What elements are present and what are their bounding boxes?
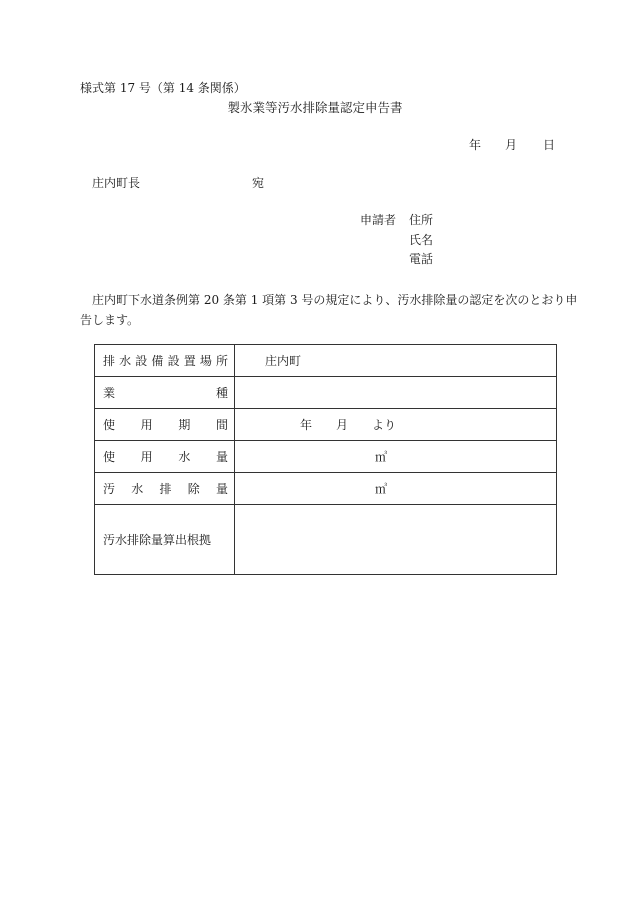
- label-char: 置: [183, 354, 196, 368]
- document-title: 製氷業等汚水排除量認定申告書: [227, 100, 403, 115]
- label-char: 場: [199, 354, 212, 368]
- date-day-label: 日: [543, 138, 556, 152]
- discharge-volume-label-cell: [95, 473, 235, 505]
- label-char: 除: [187, 482, 200, 496]
- calculation-basis-value-cell[interactable]: [235, 505, 557, 575]
- business-type-value-cell[interactable]: [235, 377, 557, 409]
- usage-period-year: 年: [300, 418, 313, 432]
- water-volume-label: [103, 448, 228, 465]
- declaration-text: 庄内町下水道条例第 20 条第 1 項第 3 号の規定により、汚水排除量の認定を次のとおり申告します。: [80, 293, 578, 327]
- form-number-label: 様式第 17 号（第 14 条関係）: [80, 81, 246, 95]
- addressee: [92, 177, 264, 189]
- applicant-label: 申請者: [360, 213, 397, 227]
- date-year-label: 年: [469, 138, 482, 152]
- discharge-volume-unit: ㎥: [375, 482, 388, 496]
- usage-period-value-cell[interactable]: [235, 409, 557, 441]
- calculation-basis-label: 汚水排除量算出根拠: [103, 533, 212, 547]
- usage-period-suffix: より: [372, 418, 397, 432]
- applicant-name-label: 氏名: [409, 233, 434, 247]
- water-volume-unit: ㎥: [375, 450, 388, 464]
- discharge-volume-value-cell[interactable]: [235, 473, 557, 505]
- label-char: 期: [178, 418, 191, 432]
- label-char: 水: [178, 450, 191, 464]
- label-char: 排: [103, 354, 116, 368]
- label-char: 使: [103, 450, 116, 464]
- date-row: [469, 139, 555, 151]
- discharge-volume-label: [103, 480, 228, 497]
- label-char: 汚: [103, 482, 116, 496]
- table-row: [95, 377, 557, 409]
- facility-location-label-cell: [95, 345, 235, 377]
- addressee-mayor: 庄内町長: [92, 176, 141, 190]
- usage-period-month: 月: [336, 418, 349, 432]
- label-char: 排: [159, 482, 172, 496]
- table-row: [95, 409, 557, 441]
- calculation-basis-label-cell: [95, 505, 235, 575]
- business-type-label-cell: [95, 377, 235, 409]
- table-row: [95, 473, 557, 505]
- label-char: 水: [131, 482, 144, 496]
- label-char: 量: [215, 482, 228, 496]
- addressee-honorific: 宛: [252, 176, 265, 190]
- label-char: 用: [140, 450, 153, 464]
- table-row: [95, 441, 557, 473]
- facility-location-value: 庄内町: [265, 354, 302, 368]
- label-char: 業: [103, 386, 116, 400]
- label-char: 所: [215, 354, 228, 368]
- usage-period-label: [103, 416, 228, 433]
- usage-period-label-cell: [95, 409, 235, 441]
- facility-location-value-cell[interactable]: [235, 345, 557, 377]
- table-row: [95, 505, 557, 575]
- label-char: 設: [135, 354, 148, 368]
- applicant-phone-label: 電話: [409, 252, 434, 266]
- water-volume-value-cell[interactable]: [235, 441, 557, 473]
- applicant-address-label: 住所: [409, 213, 434, 227]
- water-volume-label-cell: [95, 441, 235, 473]
- label-char: 使: [103, 418, 116, 432]
- label-char: 種: [215, 386, 228, 400]
- table-row: [95, 345, 557, 377]
- declaration-table: [94, 344, 557, 575]
- label-char: 用: [140, 418, 153, 432]
- label-char: 設: [167, 354, 180, 368]
- label-char: 量: [215, 450, 228, 464]
- facility-location-label: [103, 352, 228, 369]
- label-char: 水: [119, 354, 132, 368]
- label-char: 備: [151, 354, 164, 368]
- label-char: 間: [215, 418, 228, 432]
- date-month-label: 月: [505, 138, 518, 152]
- business-type-label: [103, 384, 228, 401]
